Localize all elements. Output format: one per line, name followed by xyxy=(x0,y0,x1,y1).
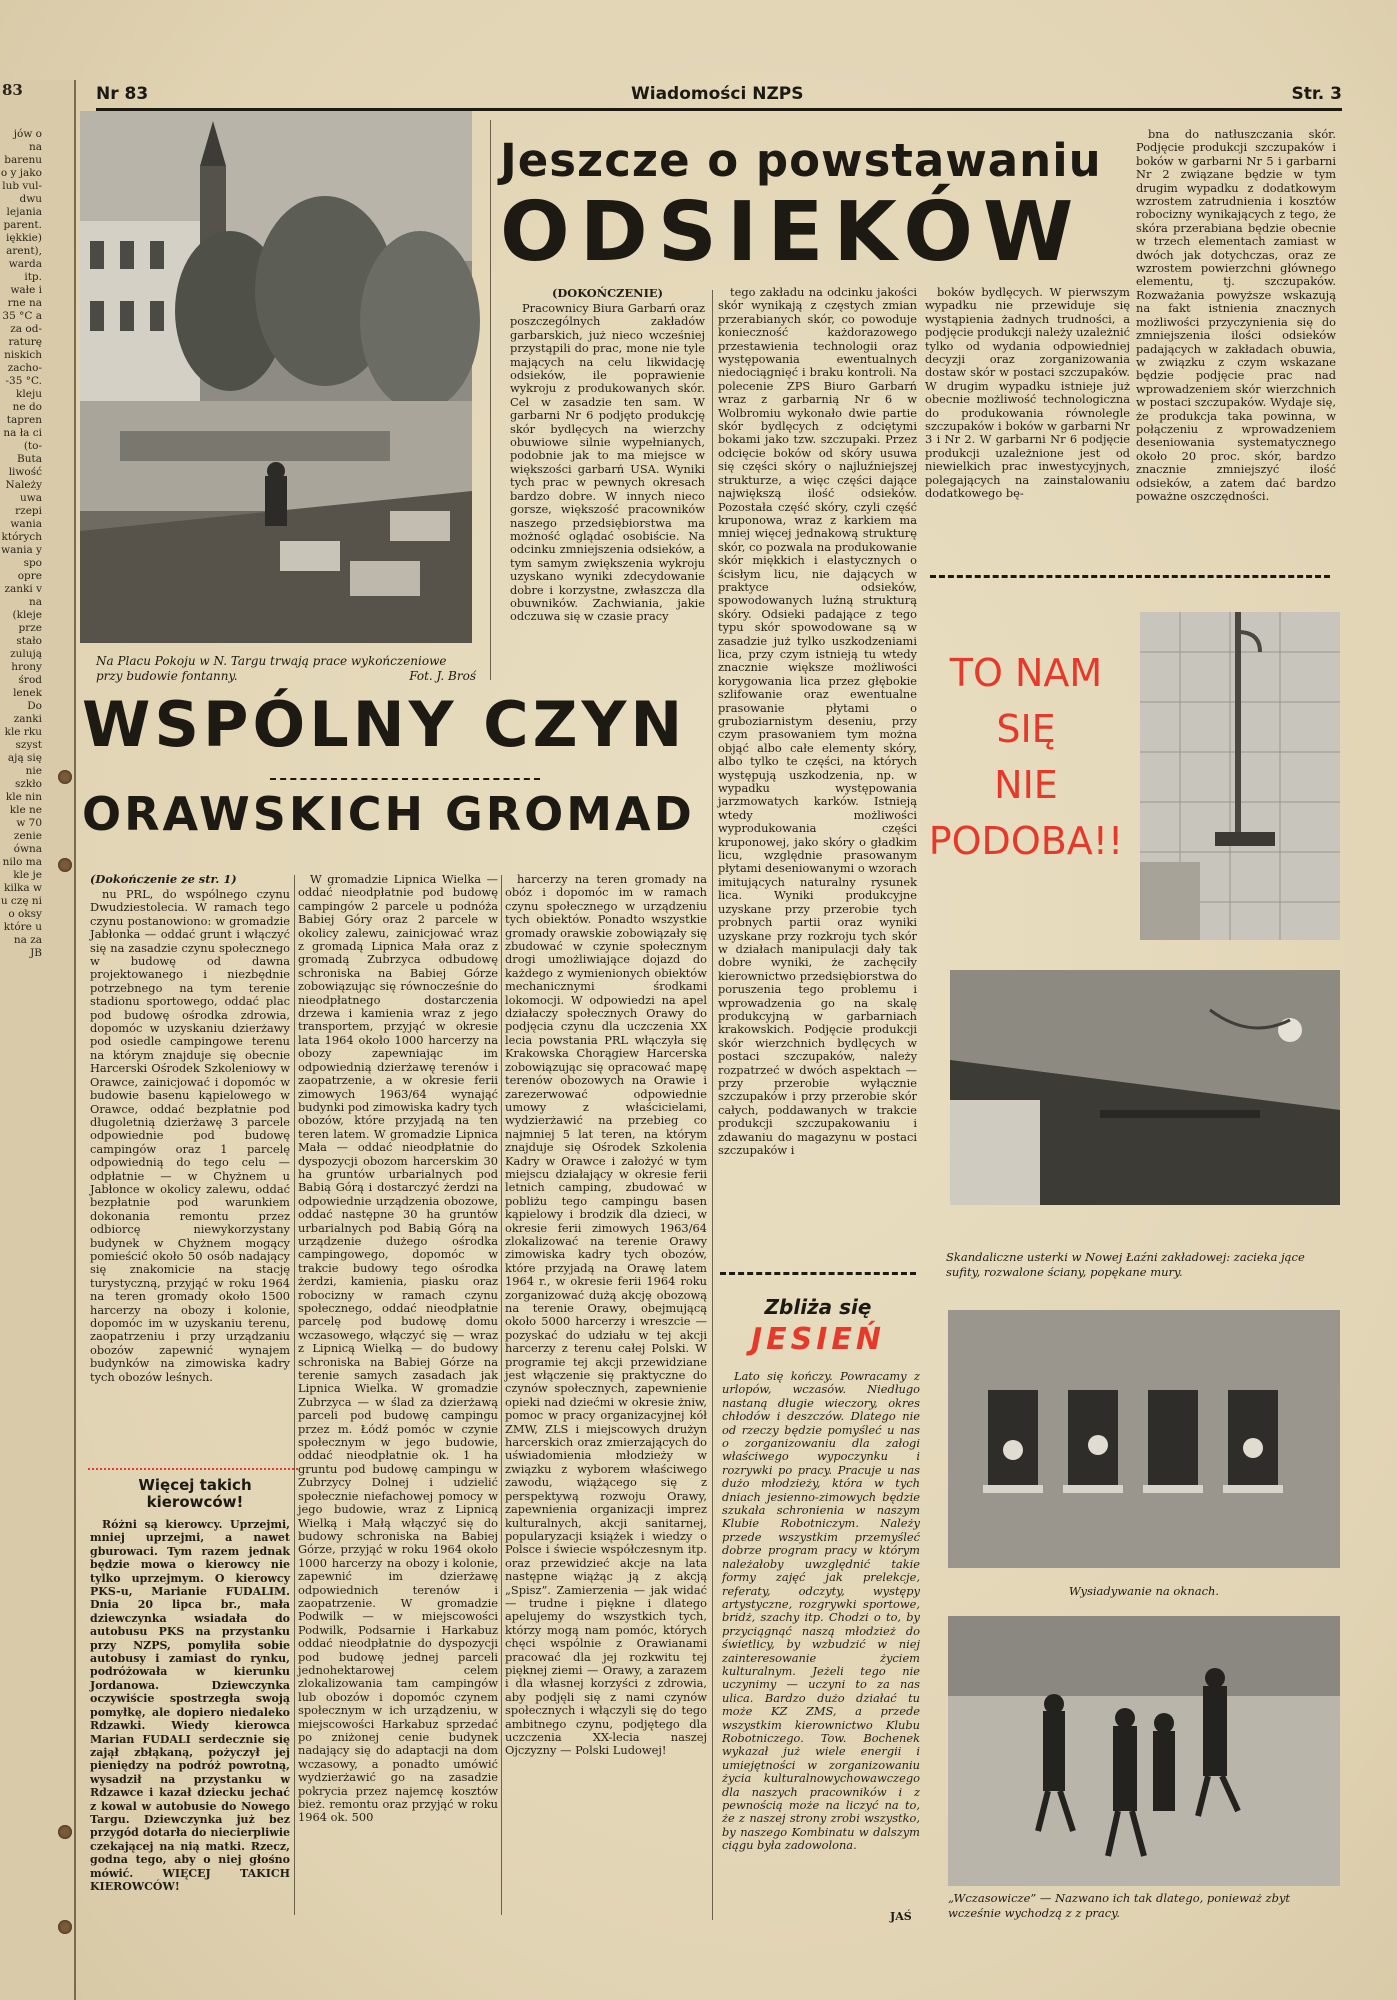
ceiling-photo-caption: Skandaliczne usterki w Nowej Łaźni zakładowej: zacieka jące sufity, rozwalone ściany, popękane mury. xyxy=(946,1250,1305,1279)
edge-page-number: 83 xyxy=(2,81,23,99)
bathroom-photo xyxy=(1140,612,1340,940)
red-headline-line3: NIE xyxy=(994,763,1058,807)
punch-hole xyxy=(58,770,72,784)
article2-col1-text: nu PRL, do wspólnego czynu Dwudziestolecia. W ramach tego czynu postanowiono: w gromadzie Jabłonka — oddać grunt i włączyć się na zasadzie czynu społecznego w budowę od dawna projektowanego i niezbędnie potrzebnego na tym terenie stadionu sportowego, oddać plac pod budowę ośrodka zdrowia, dopomóc w uzyskaniu dzierżawy pod osiedle campingowe terenu na którym znajduje się obecnie Harcerski Ośrodek Szkoleniowy w Orawce, zainicjować i dopomóc w budowie basenu kąpielowego w Orawce, oddać bezpłatnie pod długoletnią dzierżawę 3 parcele odpowiednie pod budowę campingów oraz 1 parcelę odpowiednią do tego celu — odpłatnie — w Chyżnem u Jabłonce w okolicy zalewu, oddać bezpłatnie pod warunkiem dokonania remontu przez odbiorcę niewykorzystany budynek w Chyżnem mogący pomieścić około 50 osób nadający się znakomicie na stację turystyczną, przyjąć w roku 1964 na teren gromady około 1500 harcerzy na obozy i kolonie, dopomóc im w uzyskaniu terenu, zaopatrzeniu i przy urządzaniu obozów zapewnić wynajem budynków na zimowiska kadry tych obozów leśnych. xyxy=(90,887,290,1384)
fountain-photo-caption xyxy=(96,654,476,684)
jesien-title-line1: Zbliża się xyxy=(764,1295,872,1319)
caption-text: Na Placu Pokoju w N. Targu trwają prace wykończeniowe przy budowie fontanny. xyxy=(96,654,447,683)
article2-title-line2: ORAWSKICH GROMAD xyxy=(82,787,695,841)
photo-credit: Fot. J. Broś xyxy=(409,669,476,683)
jesien-body xyxy=(722,1370,920,1910)
paper-title: Wiadomości NZPS xyxy=(631,84,804,104)
fountain-photo-image xyxy=(80,111,472,643)
red-headline-line4: PODOBA!! xyxy=(928,819,1124,863)
sidebar-wiecej-text: Różni są kierowcy. Uprzejmi, mniej uprzejmi, a nawet gburowaci. Tym razem jednak będzie mowa o kierowcy nie tylko uprzejmym. O kierowcy PKS-u, Marianie FUDALIM. Dnia 20 lipca br., mała dziewczynka wsiadała do autobusu PKS na przystanku przy NZPS, pomyliła sobie autobusy i zamiast do rynku, podróżowała w kierunku Jordanowa. Dziewczynka oczywiście spostrzegła swoją pomyłkę, ale dopiero niedaleko Rdzawki. Wiedy kierowca Marian FUDALI serdecznie się zajął zbłąkaną, pożyczył jej pieniędzy na podróż powrotną, wysadził na przystanku w Rdzawce i kazał dziecku jechać z kowal w autobusie do Nowego Targu. Dziewczynka już bez przygód dotarła do niecierpliwie czekającej na nią matki. Rzecz, godna tego, aby o niej głośno mówić. WIĘCEJ TAKICH KIEROWCÓW! xyxy=(90,1518,290,1893)
article2-column-3 xyxy=(505,873,707,1923)
windows-photo xyxy=(948,1310,1340,1568)
article1-col3-text: boków bydlęcych. W pierwszym wypadku nie przewiduje się wystąpienia żadnych trudności, a podjęcie produkcji należy uzależnić tylko od wydania odpowiedniej decyzji oraz zorganizowania dostaw skór w postaci szczupaków. W drugim wypadku istnieje już obecnie możliwość technologiczna do produkowania równolegle szczupaków i boków w garbarni Nr 3 i Nr 2. W garbarni Nr 6 podjęcie produkcji uzależnione jest od niewielkich prac inwestycyjnych, polegających na zainstalowaniu dodatkowego bę- xyxy=(925,285,1130,501)
sidebar-wiecej-title: Więcej takich kierowców! xyxy=(138,1476,252,1511)
sidebar-wiecej-body xyxy=(90,1518,290,1923)
red-decoration xyxy=(88,1468,298,1476)
ceiling-photo-image xyxy=(950,970,1340,1205)
article1-column-2 xyxy=(718,285,917,1157)
column-rule xyxy=(490,120,491,680)
article1-column-1 xyxy=(510,302,705,677)
red-headline-line1: TO NAM xyxy=(949,651,1103,695)
sidebar-dashed-rule xyxy=(930,575,1330,578)
article1-col2-text: tego zakładu na odcinku jakości skór wynikają z częstych zmian przerabianych skór, co powoduje konieczność każdorazowego przestawienia technologii oraz występowania ewentualnych niedociągnięć i braku kontroli. Na polecenie ZPS Biuro Garbarń wraz z garbarnią Nr 6 w Wolbromiu wykonało dwie partie skór bydlęcych z odciętymi bokami jako tzw. szczupaki. Przez odcięcie boków od skóry usuwa się części skóry o najluźniejszej strukturze, a więc części dające największą ilość odsieków. Pozostała część skóry, czyli część kruponowa, wraz z karkiem ma mniej więcej jednakową strukturę skór, co pozwala na produkowanie skór miękkich i elastycznych o ścisłym licu, nie dających w praktyce odsieków, spowodowanych luźną strukturą skóry. Odsieki padające z tego typu skór spowodowane są w zasadzie już tylko uszkodzeniami lica, przy czym istnieją tu wtedy znacznie większe możliwości korygowania lica przez głębokie szlifowanie oraz ewentualne prasowanie płytami o gruboziarnistym deseniu, przy czym prasowaniem tym można objąć albo całe elementy skóry, albo tylko te części, na których występują uszkodzenia, np. w wypadku występowania jarzmowatych karków. Istnieją wtedy możliwości wyprodukowania części kruponowej, jako skóry o gładkim licu, względnie prasowanym płytami deseniowanymi o wzorach imitujących naturalny rysunek lica. Wyniki produkcyjne uzyskane przy przerobie tych probnych partii oraz wyniki uzyskane przy rozkroju tych skór w działach manipulacji dały tak dobre wyniki, że zachęciły kierownictwo przedsiębiorstwa do poruszenia tego problemu i wprowadzenia go na skalę produkcyjną w garbarniach krakowskich. Podjęcie produkcji skór wierzchnich bydlęcych w postaci szczupaków, należy rozpatrzeć w dwóch aspektach — przy przerobie wyłącznie szczupaków i przy przerobie skór całych, poddawanych w trakcie produkcji szczupakowaniu i zdawaniu do magazynu w postaci szczupaków i xyxy=(718,285,917,1157)
bathroom-photo-image xyxy=(1140,612,1340,940)
page-header xyxy=(96,84,1342,111)
article1-title-line2: ODSIEKÓW xyxy=(500,185,1084,280)
article1-title-line1: Jeszcze o powstawaniu xyxy=(500,134,1102,187)
jesien-dashed-rule xyxy=(720,1272,916,1275)
walkers-photo-image xyxy=(948,1616,1340,1886)
article2-title-line1: WSPÓLNY CZYN xyxy=(82,688,687,761)
punch-hole xyxy=(58,1920,72,1934)
ceiling-photo xyxy=(950,970,1340,1205)
issue-number: Nr 83 xyxy=(96,84,149,104)
article2-continuation: (Dokończenie ze str. 1) xyxy=(90,872,237,886)
article2-column-1 xyxy=(90,888,290,1458)
column-rule xyxy=(501,875,502,1915)
article1-column-3 xyxy=(925,286,1130,586)
walkers-photo xyxy=(948,1616,1340,1886)
red-headline xyxy=(926,645,1126,869)
windows-photo-image xyxy=(948,1310,1340,1568)
headline-dashed-rule xyxy=(270,778,540,780)
walkers-photo-caption: „Wczasowicze” — Nazwano ich tak dlatego, ponieważ zbyt wcześnie wychodzą z z pracy. xyxy=(948,1891,1291,1920)
jesien-title-line2: JESIEŃ xyxy=(750,1322,886,1357)
edge-text-fragments: jów o na barenu o y jako lub vul-dwu lejania parent. iękkie) arent), warda itp. wałe i rne na 35 °C a za od- raturę niskich zacho--35 °C. kleju ne do tapren na ła ci (to- Buta liwość Należy uwa rzepi wania których wania y spo opre zanki v na (kleje prze stało zulują hrony środ lenek Do zanki kle rku szyst ają się nie szkło kle nin kle ne w 70 zenie ówna nilo ma kle je kilka w u czę ni o oksy które u na za JB xyxy=(0,128,42,959)
punch-hole xyxy=(58,1825,72,1839)
page-number: Str. 3 xyxy=(1291,84,1342,104)
article1-column-4 xyxy=(1136,128,1336,588)
article1-col1-text: Pracownicy Biura Garbarń oraz poszczególnych zakładów garbarskich, już nieco wcześniej przystąpili do prac, mone nie tyle mających na celu likwidację odsieków, ile poprawienie wykroju z produkowanych skór. Cel w zasadzie ten sam. W garbarni Nr 6 podjęto produkcję skór bydlęcych na wierzchy obuwiowe silnie wypełnianych, podobnie jak to ma miejsce w większości garbarń USA. Wyniki tych prac w pewnych okresach bardzo dobre. W innych nieco gorsze, większość pracowników naszego przedsiębiorstwa ma możność oglądać osobiście. Na odcinku zmniejszenia odsieków, a tym samym zwiększenia wykroju uzyskano wyniki zdecydowanie dobre i korzystne, zwłaszcza dla obuwników. Zachwiania, jakie odczuwa się w czasie pracy xyxy=(510,301,705,624)
jesien-signature: JAŚ xyxy=(890,1910,912,1923)
column-rule xyxy=(294,875,295,1915)
windows-photo-caption: Wysiadywanie na oknach. xyxy=(1068,1584,1220,1598)
punch-hole xyxy=(58,858,72,872)
column-rule xyxy=(712,290,713,1920)
article2-col3-text: harcerzy na teren gromady na obóz i dopomóc im w ramach czynu społecznego w urządzeniu tych obiektów. Ponadto wszystkie gromady orawskie zobowiązały się zbudować w czynie społecznym drogi umożliwiające dojazd do każdego z wymienionych obiektów mechanicznymi środkami lokomocji. W odpowiedzi na apel działaczy społecznych Orawy do podjęcia czynu dla uczczenia XX lecia powstania PRL włączyła się Krakowska Chorągiew Harcerska zobowiązując się opracować mapę terenów obozowych na Orawie i zarezerwować odpowiednie umowy z właścicielami, wydzierżawić na przebieg co najmniej 5 lat teren, na którym znajduje się Ośrodek Szkolenia Kadry w Orawce i założyć w tym miejscu działający w okresie ferii letnich camping, zbudować w pobliżu tego campingu basen kąpielowy i brodzik dla dzieci, w okresie ferii zimowych 1963/64 zlokalizować na terenie Orawy zimowiska kadry tych obozów, które przyjadą na Orawę latem 1964 r., w okresie ferii 1964 roku zorganizować dużą akcję obozową na terenie Orawy, obejmującą około 5000 harcerzy i wreszcie — pozyskać do udziału w tej akcji harcerzy z terenu całej Polski. W programie tej akcji przewidziane jest włączenie się praktyczne do czynów społecznych, zapewnienie opieki nad dziećmi w okresie żniw, pomoc w pracy organizacyjnej kół ZMW, ZLS i miejscowych drużyn harcerskich oraz zmierzających do uświadomienia młodzieży w związku z wyborem właściwego zawodu, wiążącego się z perspektywą rozwoju Orawy, zapewnienia organizacji imprez kulturalnych, akcji sanitarnej, popularyzacji książek i wiedzy o Polsce i świecie współczesnym itp. oraz przewidzieć akcje na lata następne wiążąc ją z akcją „Spisz”. Zamierzenia — jak widać — trudne i piękne i dlatego apelujemy do wszystkich tych, którzy mogą nam pomóc, których chęci wspólnie z Orawianami pracować dla jej rozkwitu tej pięknej ziemi — Orawy, a zarazem i dla własnej korzyści z zdrowia, aby podjęli się z nami czynów społecznych i włączyli się do tego ambitnego czynu, podjętego dla uczczenia XX-lecia naszej Ojczyzny — Polski Ludowej! xyxy=(505,872,707,1758)
article1-continuation: (DOKOŃCZENIE) xyxy=(552,286,663,300)
red-headline-line2: SIĘ xyxy=(996,707,1056,751)
article1-col4-text: bna do natłuszczania skór. Podjęcie produkcji szczupaków i boków w garbarni Nr 5 i garbarni Nr 2 związane będzie w tym drugim wypadku z dodatkowym wzrostem zatrudnienia i kosztów robocizny wynikających z tego, że skóra przerabiana będzie obecnie w trzech elementach zamiast w dwóch jak dotychczas, oraz ze wzrostem powierzchni głównego elementu, tj. szczupaków. Rozważania powyższe wskazują na fakt istnienia znacznych możliwości przyczynienia się do zmniejszenia ilości odsieków padających w zakładach obuwia, w związku z czym wskazane będzie podjęcie prac nad wprowadzeniem skór wierzchnich w postaci szczupaków. Wydaje się, że produkcja taka powinna, w połączeniu z wprowadzeniem deseniowania systematycznego około 20 proc. skór, bardzo znacznie zmniejszyć ilość odsieków, a zatem dać bardzo poważne oszczędności. xyxy=(1136,127,1336,503)
article2-column-2 xyxy=(298,873,498,1923)
fountain-photo xyxy=(80,111,472,643)
jesien-body-text: Lato się kończy. Powracamy z urlopów, wczasów. Niedługo nastaną długie wieczory, okres chłodów i deszczów. Dlatego nie od rzeczy będzie pomyśleć u nas o zorganizowaniu dla załogi właściwego wypoczynku i rozrywki po pracy. Pracuje u nas dużo młodzieży, która w tych dniach jesienno-zimowych będzie szukała schronienia w naszym Klubie Robotniczym. Należy przede wszystkim przemyśleć dobrze program pracy w którym należałoby uwzględnić takie formy zajęć jak prelekcje, referaty, odczyty, występy artystyczne, rozgrywki sportowe, bridż, szachy itp. Chodzi o to, by przyciągnąć naszą młodzież do świetlicy, by wzbudzić w niej zainteresowanie życiem kulturalnym. Jeżeli tego nie uczynimy — uczyni to za nas ulica. Bardzo dużo działać tu może KZ ZMS, a przede wszystkim kierownictwo Klubu Robotniczego. Tow. Bochenek wykazał już wiele energii i umiejętności w zorganizowaniu życia kulturalnowychowawczego dla naszych pracowników i z pewnością może na liczyć na to, że z naszej strony zrobi wszystko, by naszego Kombinatu w dalszym ciągu była zadowolona. xyxy=(722,1369,920,1853)
article2-col2-text: W gromadzie Lipnica Wielka — oddać nieodpłatnie pod budowę campingów 2 parcele u podnóża Babiej Góry oraz 2 parcele w okolicy zalewu, zainicjować wraz z gromadą Lipnica Mała oraz z gromadą Zubrzyca odbudowę schroniska na Babiej Górze zobowiązując się równocześnie do nieodpłatnego dostarczenia drzewa i kamienia wraz z jego transportem, przyjąć w okresie lata 1964 około 1000 harcerzy na obozy zapewniając im odpowiednią dzierżawę terenów i zaopatrzenie, a w okresie ferii zimowych 1963/64 wynająć budynki pod zimowiska kadry tych obozów, które przyjadą na ten teren latem. W gromadzie Lipnica Mała — oddać nieodpłatnie do dyspozycji obozom harcerskim 30 ha gruntów urbarialnych pod Babią Górą i dostarczyć żerdzi na odpowiednie urządzenia obozowe, oddać następne 30 ha gruntów urbarialnych pod Babią Górą na urządzenie dużego ośrodka campingowego, dopomóc w trakcie budowy tego ośrodka żerdzi, kamienia, piasku oraz robocizny w ramach czynu społecznego, oddać nieodpłatnie parcelę pod budowę domu wczasowego, włączyć się — wraz z Lipnicą Wielką — do budowy schroniska na Babiej Górze na terenie samych zasadach jak Lipnica Wielka. W gromadzie Zubrzyca — w ślad za dzierżawą parceli pod budowę campingu przez m. Łódź pomóc w czynie społecznym w jego budowie, oddać nieodpłatnie ok. 1 ha gruntu pod budowę campingu w Zubrzycy Dolnej i udzielić społecznie niefachowej pomocy w jego budowie, wraz z Lipnicą Wielką i Małą włączyć się do budowy schroniska na Babiej Górze, przyjąć w roku 1964 około 1000 harcerzy na obozy i kolonie, zapewnić im dzierżawę odpowiednich terenów i zaopatrzenie. W gromadzie Podwilk — w miejscowości Podwilk, Podsarnie i Harkabuz oddać nieodpłatnie do dyspozycji pod budowę jednej parceli jednohektarowej celem zlokalizowania tam campingów lub obozów i dopomóc czynem społecznym w ich urządzeniu, w miejscowości Harkabuz sprzedać po zniżonej cenie budynek nadający się do adaptacji na dom wczasowy, a ponadto umówić wydzierżawić go na zasadzie pokrycia przez najemcę kosztów bież. remontu oraz przyjąć w roku 1964 ok. 500 xyxy=(298,872,498,1825)
